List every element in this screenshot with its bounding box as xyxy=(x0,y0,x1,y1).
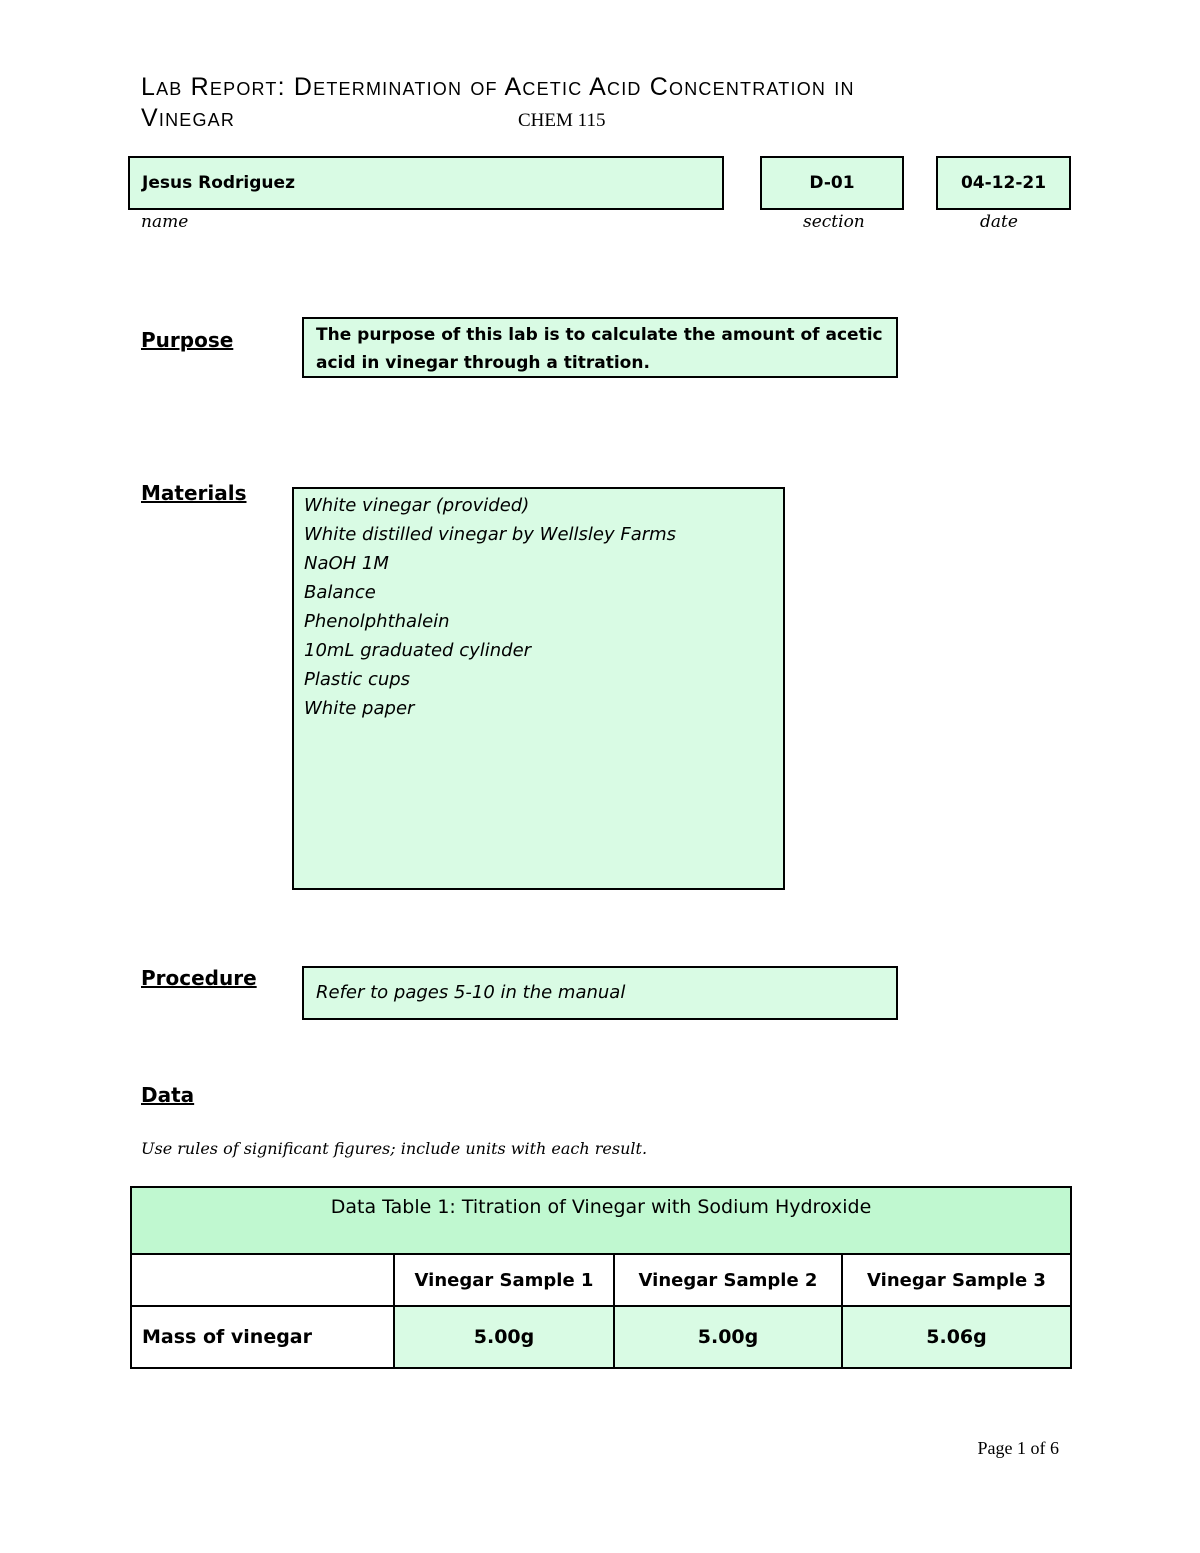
purpose-box[interactable] xyxy=(302,317,898,378)
data-table-wrapper xyxy=(130,1186,1072,1369)
materials-item: White paper xyxy=(304,698,415,719)
materials-list xyxy=(294,489,783,725)
table-corner-cell xyxy=(131,1254,394,1306)
materials-label: Materials xyxy=(141,481,247,505)
purpose-label: Purpose xyxy=(141,328,234,352)
name-field[interactable]: Jesus Rodriguez xyxy=(128,156,724,210)
materials-item: White vinegar (provided) xyxy=(304,495,530,516)
column-header: Vinegar Sample 3 xyxy=(842,1254,1071,1306)
data-label: Data xyxy=(141,1083,195,1107)
page-number: Page 1 of 6 xyxy=(977,1438,1059,1458)
table-header-row xyxy=(131,1254,1071,1306)
table-cell[interactable]: 5.00g xyxy=(394,1306,614,1368)
materials-box[interactable] xyxy=(292,487,785,890)
materials-item: 10mL graduated cylinder xyxy=(304,640,532,661)
materials-item: Phenolphthalein xyxy=(304,611,450,632)
materials-item: White distilled vinegar by Wellsley Farms xyxy=(304,524,677,545)
table-caption-row xyxy=(131,1187,1071,1254)
date-field[interactable]: 04-12-21 xyxy=(936,156,1071,210)
procedure-box[interactable] xyxy=(302,966,898,1020)
materials-item: Balance xyxy=(304,582,376,603)
procedure-label: Procedure xyxy=(141,966,257,990)
column-header: Vinegar Sample 2 xyxy=(614,1254,842,1306)
data-instructions: Use rules of significant figures; include units with each result. xyxy=(141,1139,648,1158)
table-caption: Data Table 1: Titration of Vinegar with Sodium Hydroxide xyxy=(131,1187,1071,1254)
report-title-line-2: Vinegar xyxy=(141,104,236,132)
procedure-text: Refer to pages 5-10 in the manual xyxy=(316,982,626,1003)
date-caption: date xyxy=(980,212,1018,232)
name-caption: name xyxy=(141,212,189,232)
purpose-text: The purpose of this lab is to calculate the amount of acetic acid in vinegar through a titration. xyxy=(316,325,883,373)
table-cell[interactable]: 5.06g xyxy=(842,1306,1071,1368)
materials-item: Plastic cups xyxy=(304,669,411,690)
course-code: CHEM 115 xyxy=(518,110,606,131)
materials-item: NaOH 1M xyxy=(304,553,389,574)
data-table-1 xyxy=(130,1186,1072,1369)
table-row xyxy=(131,1306,1071,1368)
table-cell[interactable]: 5.00g xyxy=(614,1306,842,1368)
column-header: Vinegar Sample 1 xyxy=(394,1254,614,1306)
row-label: Mass of vinegar xyxy=(131,1306,394,1368)
report-title-line-1: Lab Report: Determination of Acetic Acid Concentration in xyxy=(141,73,855,101)
section-field[interactable]: D-01 xyxy=(760,156,904,210)
section-caption: section xyxy=(803,212,865,232)
